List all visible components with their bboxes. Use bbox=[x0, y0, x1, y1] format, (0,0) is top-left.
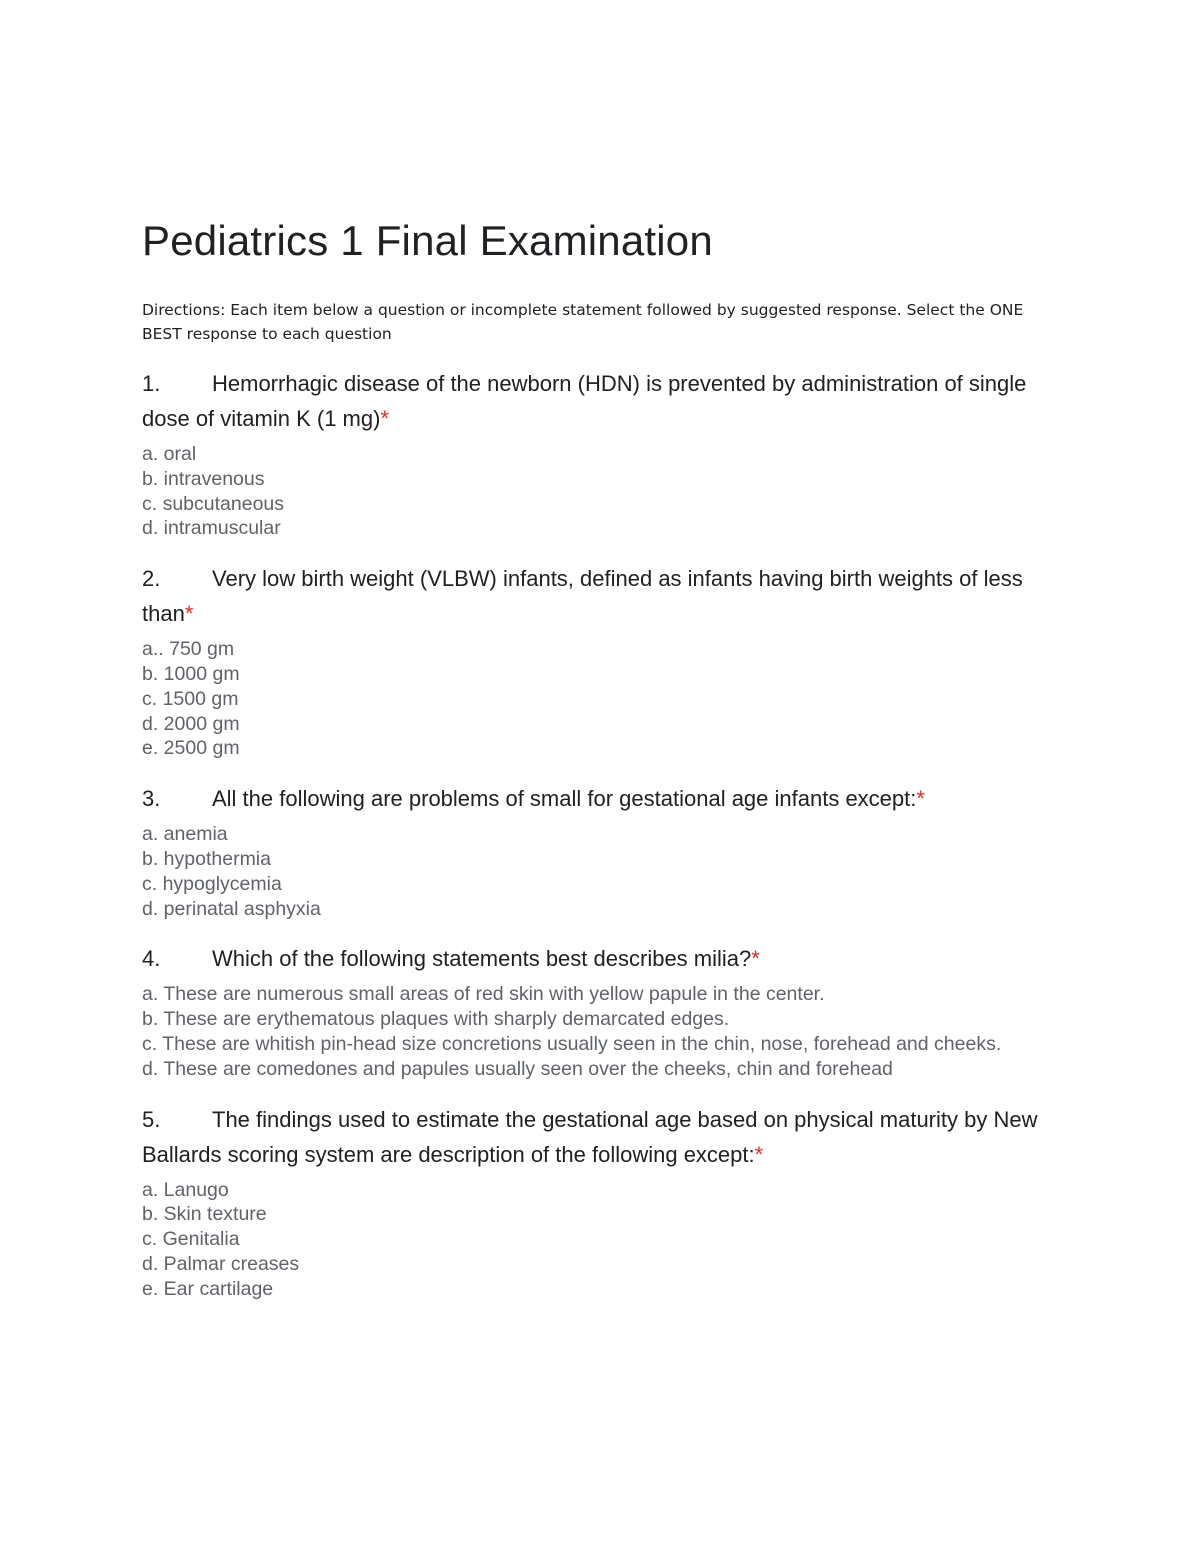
option-item[interactable]: a.. 750 gm bbox=[142, 638, 235, 661]
option-list bbox=[142, 442, 1062, 541]
question-stem: Hemorrhagic disease of the newborn (HDN) is prevented by administration of single dose of vitamin K (1 mg) bbox=[142, 371, 1027, 431]
question-stem: The findings used to estimate the gestational age based on physical maturity by New Ballards scoring system are description of the following except: bbox=[142, 1106, 1038, 1167]
question-stem: All the following are problems of small for gestational age infants except: bbox=[212, 786, 917, 812]
question-number: 5. bbox=[142, 1106, 161, 1132]
option-item[interactable]: b. 1000 gm bbox=[142, 662, 240, 685]
option-item[interactable]: a. oral bbox=[142, 443, 197, 465]
option-list bbox=[142, 982, 1062, 1081]
question-text bbox=[142, 1102, 1062, 1172]
option-list bbox=[142, 637, 1062, 761]
question-number: 1. bbox=[142, 371, 161, 396]
option-item[interactable]: a. anemia bbox=[142, 823, 228, 846]
option-item[interactable]: e. Ear cartilage bbox=[142, 1277, 274, 1300]
required-marker: * bbox=[916, 786, 925, 812]
question-4 bbox=[142, 941, 1062, 1081]
page-title: Pediatrics 1 Final Examination bbox=[142, 217, 713, 264]
option-item[interactable]: d. These are comedones and papules usually seen over the cheeks, chin and forehead bbox=[142, 1057, 893, 1080]
option-item[interactable]: c. 1500 gm bbox=[142, 687, 239, 710]
option-list bbox=[142, 822, 1062, 921]
required-marker: * bbox=[754, 1141, 764, 1167]
option-item[interactable]: b. hypothermia bbox=[142, 847, 271, 870]
question-text bbox=[142, 941, 1062, 976]
question-text bbox=[142, 781, 1062, 816]
option-item[interactable]: c. Genitalia bbox=[142, 1228, 240, 1251]
question-number: 4. bbox=[142, 946, 161, 972]
question-3 bbox=[142, 781, 1062, 921]
question-1 bbox=[142, 366, 1062, 541]
option-item[interactable]: d. Palmar creases bbox=[142, 1252, 300, 1275]
question-text bbox=[142, 366, 1062, 436]
question-text bbox=[142, 561, 1062, 631]
option-item[interactable]: d. perinatal asphyxia bbox=[142, 897, 321, 920]
required-marker: * bbox=[751, 946, 760, 972]
option-item[interactable]: b. Skin texture bbox=[142, 1203, 267, 1226]
exam-page bbox=[142, 212, 1062, 1302]
option-item[interactable]: d. 2000 gm bbox=[142, 712, 240, 735]
question-number: 2. bbox=[142, 566, 161, 592]
option-item[interactable]: a. Lanugo bbox=[142, 1178, 229, 1201]
option-item[interactable]: a. These are numerous small areas of red skin with yellow papule in the center. bbox=[142, 983, 825, 1006]
question-number: 3. bbox=[142, 786, 161, 812]
required-marker: * bbox=[380, 406, 389, 431]
required-marker: * bbox=[184, 601, 194, 627]
option-item[interactable]: c. hypoglycemia bbox=[142, 872, 282, 895]
option-item[interactable]: d. intramuscular bbox=[142, 517, 281, 540]
question-5 bbox=[142, 1102, 1062, 1302]
question-2 bbox=[142, 561, 1062, 761]
option-item[interactable]: b. intravenous bbox=[142, 467, 265, 490]
option-list bbox=[142, 1178, 1062, 1302]
question-stem: Very low birth weight (VLBW) infants, defined as infants having birth weights of less than bbox=[142, 566, 1023, 627]
option-item[interactable]: b. These are erythematous plaques with sharply demarcated edges. bbox=[142, 1008, 730, 1031]
option-item[interactable]: e. 2500 gm bbox=[142, 737, 240, 760]
directions-text: Directions: Each item below a question or incomplete statement followed by suggested response. Select the ONE BEST response to each question bbox=[142, 301, 1024, 343]
option-item[interactable]: c. These are whitish pin-head size concretions usually seen in the chin, nose, forehead and cheeks. bbox=[142, 1032, 1002, 1055]
option-item[interactable]: c. subcutaneous bbox=[142, 492, 285, 515]
question-stem: Which of the following statements best describes milia? bbox=[212, 946, 752, 972]
